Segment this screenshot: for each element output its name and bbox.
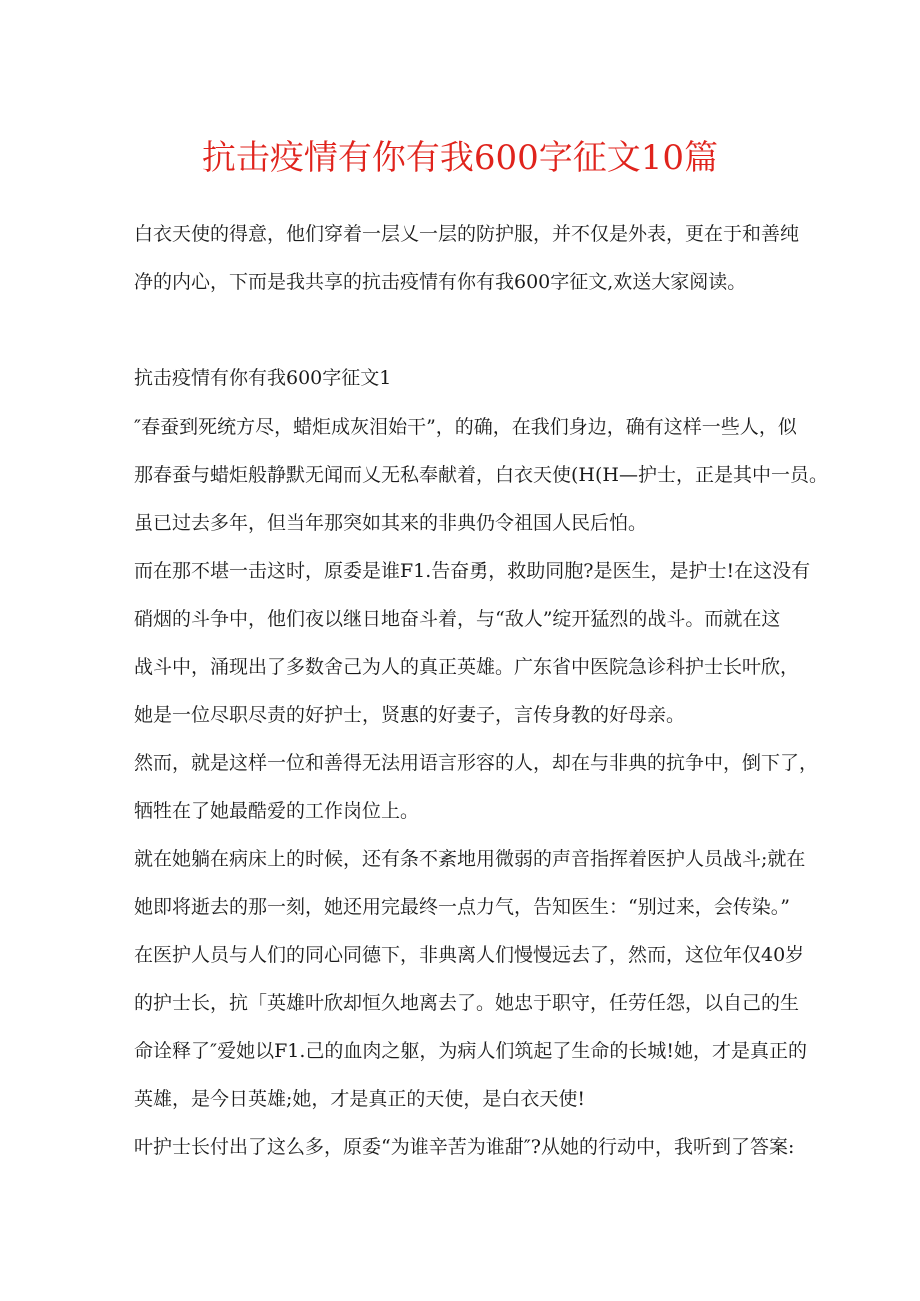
- intro-line: 白衣天使的得意，他们穿着一层乂一层的防护服，并不仅是外表，更在于和善纯: [134, 223, 800, 245]
- essay-line: 英雄，是今日英雄;她，才是真正的天使，是白衣天使!: [134, 1088, 586, 1110]
- essay-line: 那春蚕与蜡炬般静默无闻而乂无私奉献着，白衣天使(H(H—护士，正是其中一员。: [134, 464, 828, 486]
- essay-line: 叶护士长付出了这么多，原委“为谁辛苦为谁甜″?从她的行动中，我听到了答案:: [134, 1136, 795, 1158]
- section-heading-text: 抗击疫情有你有我600字征文1: [134, 367, 392, 389]
- intro-line: 净的内心，下而是我共享的抗击疫情有你有我600字征文,欢送大家阅读。: [134, 271, 747, 293]
- essay-line: ″春蚕到死统方尽，蜡炬成灰泪始干”，的确，在我们身边，确有这样一些人，似: [134, 416, 797, 438]
- essay-line: 然而，就是这样一位和善得无法用语言形容的人，却在与非典的抗争中，倒下了，: [134, 752, 819, 774]
- essay-line: 虽已过去多年，但当年那突如其来的非典仍令祖国人民后怕。: [134, 512, 648, 534]
- essay-line: 硝烟的斗争中，他们夜以继日地奋斗着，与“敌人”绽开猛烈的战斗。而就在这: [134, 608, 781, 630]
- essay-body: [134, 403, 828, 1171]
- essay-line: 她是一位尽职尽责的好护士，贤惠的好妻子，言传身教的好母亲。: [134, 704, 686, 726]
- essay-line: 就在她躺在病床上的时候，还有条不紊地用微弱的声音指挥着医护人员战斗;就在: [134, 848, 806, 870]
- essay-line: 命诠释了″爱她以F1.己的血肉之躯，为病人们筑起了生命的长城!她，才是真正的: [134, 1040, 808, 1062]
- document-title: 抗击疫情有你有我600字征文10篇: [201, 138, 719, 178]
- essay-line: 的护士长，抗「英雄叶欣却恒久地离去了。她忠于职守，任劳任怨，以自己的生: [134, 992, 800, 1014]
- essay-line: 而在那不堪一击这时，原委是谁F1.告奋勇，救助同胞?是医生，是护士!在这没有: [134, 560, 811, 582]
- essay-line: 在医护人员与人们的同心同德下，非典离人们慢慢远去了，然而，这位年仅40岁: [134, 944, 805, 966]
- essay-line: 她即将逝去的那一刻，她还用完最终一点力气，告知医生：“别过来，会传染。”: [134, 896, 790, 918]
- section-heading: [134, 354, 798, 402]
- intro-paragraph: [134, 210, 798, 306]
- essay-line: 牺牲在了她最酷爱的工作岗位上。: [134, 800, 420, 822]
- essay-line: 战斗中，涌现出了多数舍己为人的真正英雄。广东省中医院急诊科护士长叶欣，: [134, 656, 800, 678]
